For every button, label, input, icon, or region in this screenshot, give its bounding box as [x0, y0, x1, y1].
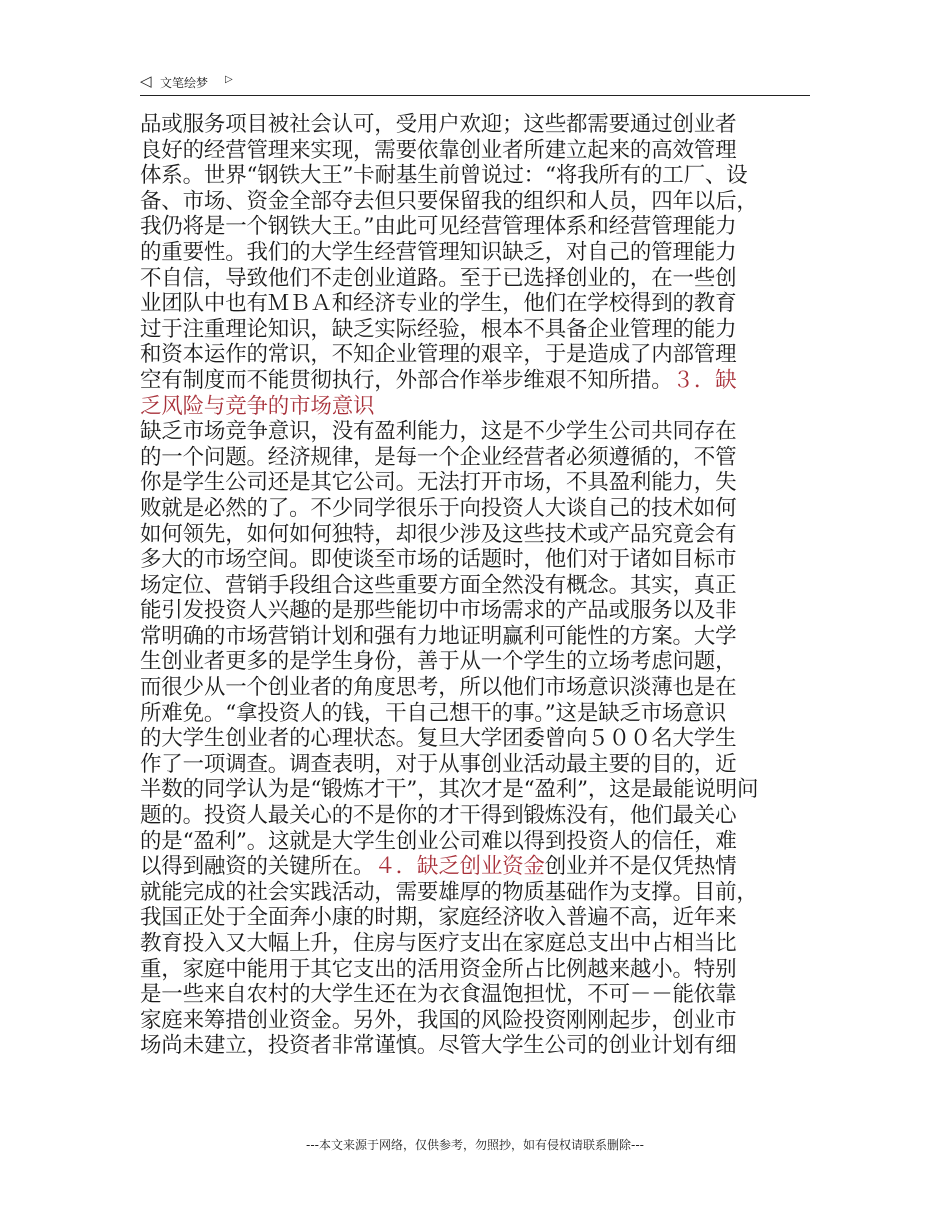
- triangle-left-icon: ◁: [140, 72, 152, 90]
- text-run: 缺乏市场竞争意识，没有盈利能力，这是不少学生公司共同存在: [140, 419, 737, 445]
- text-run: 场定位、营销手段组合这些重要方面全然没有概念。其实，真正: [140, 572, 737, 598]
- text-run: 所难免。“拿投资人的钱，干自己想干的事。”这是缺乏市场意识: [140, 700, 726, 726]
- text-run: 作了一项调查。调查表明，对于从事创业活动最主要的目的，近: [140, 751, 737, 777]
- text-line: [140, 496, 815, 522]
- text-run: 的一个问题。经济规律，是每一个企业经营者必须遵循的，不管: [140, 444, 737, 470]
- text-run: 而很少从一个创业者的角度思考，所以他们市场意识淡薄也是在: [140, 675, 737, 701]
- text-line: [140, 624, 815, 650]
- text-line: [140, 777, 815, 803]
- text-line: [140, 649, 815, 675]
- text-line: [140, 368, 815, 394]
- text-line: [140, 854, 815, 880]
- text-run: 题的。投资人最关心的不是你的才干得到锻炼没有，他们最关心: [140, 803, 737, 829]
- text-run: 是一些来自农村的大学生还在为衣食温饱担忧，不可－－能依靠: [140, 982, 737, 1008]
- footer-disclaimer: ---本文来源于网络，仅供参考，勿照抄，如有侵权请联系删除---: [306, 1138, 644, 1152]
- text-run: 教育投入又大幅上升，住房与医疗支出在家庭总支出中占相当比: [140, 931, 737, 956]
- text-line: [140, 317, 815, 343]
- text-run: 能引发投资人兴趣的是那些能切中市场需求的产品或服务以及非: [140, 598, 737, 624]
- text-line: [140, 112, 815, 138]
- text-line: [140, 752, 815, 778]
- document-body: [140, 112, 815, 1059]
- triangle-right-icon: ▷: [225, 74, 233, 85]
- text-line: [140, 394, 815, 420]
- text-line: [140, 214, 815, 240]
- text-line: [140, 445, 815, 471]
- text-line: [140, 419, 815, 445]
- text-line: [140, 829, 815, 855]
- text-run: 半数的同学认为是“锻炼才干”，其次才是“盈利”，这是最能说明问: [140, 777, 759, 803]
- header-divider: [140, 95, 810, 96]
- text-run: 我仍将是一个钢铁大王。”由此可见经营管理体系和经营管理能力: [140, 214, 737, 240]
- text-run: 的重要性。我们的大学生经营管理知识缺乏，对自己的管理能力: [140, 239, 737, 265]
- text-run: 的是“盈利”。这就是大学生创业公司难以得到投资人的信任，难: [140, 828, 737, 854]
- text-run: 品或服务项目被社会认可，受用户欢迎；这些都需要通过创业者: [140, 112, 737, 137]
- text-line: [140, 1033, 815, 1059]
- brand-label: 文笔绘梦: [160, 76, 209, 90]
- text-run: 过于注重理论知识，缺乏实际经验，根本不具备企业管理的能力: [140, 316, 737, 342]
- text-run: 我国正处于全面奔小康的时期，家庭经济收入普遍不高，近年来: [140, 905, 737, 931]
- text-run: 多大的市场空间。即使谈至市场的话题时，他们对于诸如目标市: [140, 547, 737, 573]
- text-run: 重，家庭中能用于其它支出的活用资金所占比例越来越小。特别: [140, 956, 737, 982]
- text-run: 的大学生创业者的心理状态。复旦大学团委曾向５００名大学生: [140, 726, 737, 752]
- text-line: [140, 240, 815, 266]
- text-run: 体系。世界“钢铁大王”卡耐基生前曾说过：“将我所有的工厂、设: [140, 163, 748, 189]
- text-line: [140, 470, 815, 496]
- text-line: [140, 1008, 815, 1034]
- text-run: 空有制度而不能贯彻执行，外部合作举步维艰不知所措。: [140, 367, 673, 393]
- text-run: 场尚未建立，投资者非常谨慎。尽管大学生公司的创业计划有细: [140, 1033, 737, 1059]
- text-run: 良好的经营管理来实现，需要依靠创业者所建立起来的高效管理: [140, 137, 737, 163]
- text-line: [140, 547, 815, 573]
- text-line: [140, 522, 815, 548]
- text-line: [140, 138, 815, 164]
- text-run: 常明确的市场营销计划和强有力地证明赢利可能性的方案。大学: [140, 623, 737, 649]
- text-run: 创业并不是仅凭热情: [544, 854, 737, 880]
- text-line: [140, 291, 815, 317]
- section-heading-run: ３．缺: [672, 367, 737, 393]
- text-line: [140, 905, 815, 931]
- section-heading-run: ４．缺乏创业资金: [374, 854, 545, 880]
- text-line: [140, 573, 815, 599]
- text-line: [140, 189, 815, 215]
- text-line: [140, 266, 815, 292]
- text-line: [140, 957, 815, 983]
- text-run: 备、市场、资金全部夺去但只要保留我的组织和人员，四年以后，: [140, 188, 758, 214]
- text-line: [140, 675, 815, 701]
- text-run: 你是学生公司还是其它公司。无法打开市场，不具盈利能力，失: [140, 470, 737, 496]
- text-run: 如何领先，如何如何独特，却很少涉及这些技术或产品究竟会有: [140, 521, 737, 547]
- text-run: 就能完成的社会实践活动，需要雄厚的物质基础作为支撑。目前，: [140, 879, 758, 905]
- text-run: 业团队中也有ＭＢＡ和经济专业的学生，他们在学校得到的教育: [140, 291, 737, 317]
- text-run: 以得到融资的关键所在。: [140, 854, 375, 880]
- text-line: [140, 982, 815, 1008]
- text-line: [140, 931, 815, 957]
- text-run: 生创业者更多的是学生身份，善于从一个学生的立场考虑问题，: [140, 649, 737, 675]
- text-run: 家庭来筹措创业资金。另外，我国的风险投资刚刚起步，创业市: [140, 1007, 737, 1033]
- text-line: [140, 598, 815, 624]
- text-run: 和资本运作的常识，不知企业管理的艰辛，于是造成了内部管理: [140, 342, 737, 368]
- section-heading-run: 乏风险与竞争的市场意识: [140, 393, 375, 419]
- text-line: [140, 880, 815, 906]
- text-run: 败就是必然的了。不少同学很乐于向投资人大谈自己的技术如何: [140, 495, 737, 521]
- page-header: [140, 72, 810, 94]
- text-line: [140, 342, 815, 368]
- text-line: [140, 163, 815, 189]
- text-line: [140, 701, 815, 727]
- text-line: [140, 803, 815, 829]
- text-run: 不自信，导致他们不走创业道路。至于已选择创业的，在一些创: [140, 265, 737, 291]
- text-line: [140, 726, 815, 752]
